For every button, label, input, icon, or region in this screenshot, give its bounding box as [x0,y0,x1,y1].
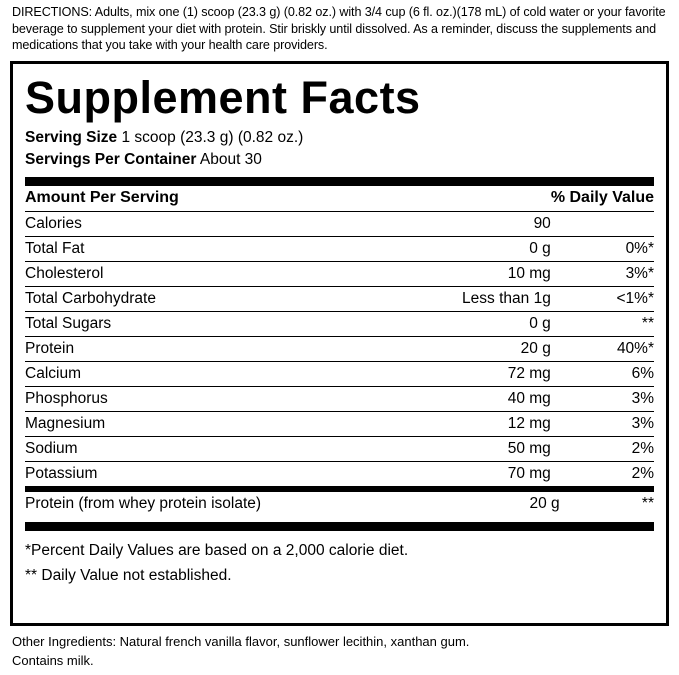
row-amount: 20 g [529,495,560,513]
row-name: Cholesterol [25,262,383,287]
table-row [25,437,654,462]
nutrition-table [25,186,654,487]
row-daily-value: ** [551,312,654,337]
other-ingredients-line-2: Contains milk. [12,652,94,668]
row-amount: 20 g [383,337,550,362]
row-amount: 72 mg [383,362,550,387]
row-daily-value: 2% [551,437,654,462]
servings-per-container-label: Servings Per Container [25,151,197,169]
other-ingredients-line-1: Other Ingredients: Natural french vanilla flavor, sunflower lecithin, xanthan gum. [12,633,470,649]
row-daily-value: <1%* [551,287,654,312]
table-row [25,462,654,487]
serving-size-line [25,127,654,149]
table-row [25,237,654,262]
table-row [25,312,654,337]
other-ingredients [10,626,669,671]
row-amount: 10 mg [383,262,550,287]
header-amount-spacer [383,186,550,212]
table-row [25,287,654,312]
row-name: Calcium [25,362,383,387]
row-amount: 0 g [383,312,550,337]
row-amount: 90 [383,212,550,237]
row-name: Calories [25,212,383,237]
footnote-dv-not-established: ** Daily Value not established. [25,567,232,585]
servings-per-container-value: About 30 [199,151,262,169]
row-daily-value [551,212,654,237]
serving-size-label: Serving Size [25,129,118,147]
footnote-daily-values: *Percent Daily Values are based on a 2,000 calorie diet. [25,542,409,560]
row-name: Total Fat [25,237,383,262]
table-row [25,387,654,412]
row-name: Sodium [25,437,383,462]
row-daily-value: 0%* [551,237,654,262]
row-amount: 0 g [383,237,550,262]
row-amount: Less than 1g [383,287,550,312]
serving-size-value: 1 scoop (23.3 g) (0.82 oz.) [121,129,304,147]
row-daily-value: 2% [551,462,654,487]
table-row [25,362,654,387]
extra-protein-table [25,492,654,516]
divider-thick-bottom [25,522,654,531]
row-name: Total Carbohydrate [25,287,383,312]
header-amount-per-serving: Amount Per Serving [25,186,383,212]
row-daily-value: 40%* [551,337,654,362]
row-amount: 70 mg [383,462,550,487]
header-daily-value: % Daily Value [551,186,654,212]
row-daily-value: 3%* [551,262,654,287]
row-name: Potassium [25,462,383,487]
directions-text: DIRECTIONS: Adults, mix one (1) scoop (23.3 g) (0.82 oz.) with 3/4 cup (6 fl. oz.)(178 mL) of cold water or your favorite beverage to supplement your diet with protein. Stir briskly until dissolved. As a reminder, discuss the supplements and medications that you take with your health care providers. [12,5,666,53]
table-row [25,262,654,287]
footnotes [25,531,654,589]
row-daily-value: ** [641,495,654,513]
row-name: Protein (from whey protein isolate) [25,495,262,513]
row-name: Magnesium [25,412,383,437]
table-row [25,337,654,362]
servings-per-container-line [25,149,654,171]
row-daily-value: 3% [551,412,654,437]
table-row [25,492,654,516]
row-amount: 40 mg [383,387,550,412]
row-daily-value: 6% [551,362,654,387]
row-amount: 12 mg [383,412,550,437]
row-name: Protein [25,337,383,362]
panel-title: Supplement Facts [25,71,421,123]
supplement-facts-panel [10,61,669,626]
table-header-row [25,186,654,212]
table-row [25,412,654,437]
row-name: Total Sugars [25,312,383,337]
divider-thick-top [25,177,654,186]
row-name: Phosphorus [25,387,383,412]
row-amount: 50 mg [383,437,550,462]
table-row [25,212,654,237]
row-daily-value: 3% [551,387,654,412]
